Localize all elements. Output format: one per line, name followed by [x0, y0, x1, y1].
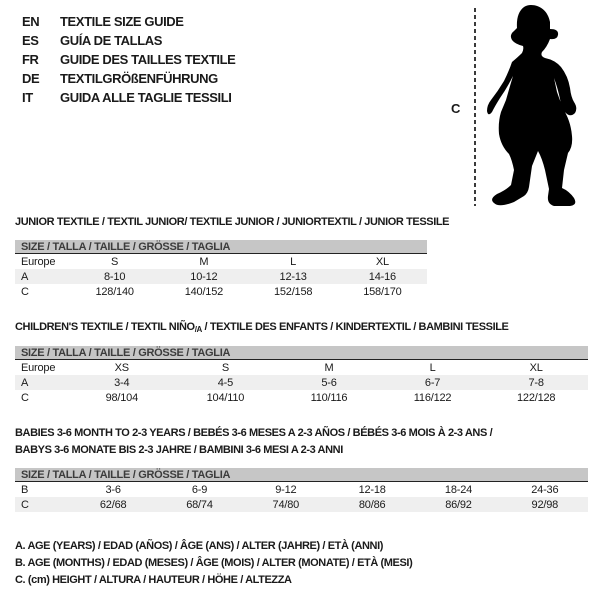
title-subscript: /A: [194, 325, 202, 334]
cell: 98/104: [105, 391, 139, 404]
cell: 62/68: [99, 498, 127, 511]
cell: XL: [375, 255, 389, 268]
cell: 104/110: [206, 391, 245, 404]
row-label: C: [21, 391, 29, 404]
cell: S: [221, 361, 229, 374]
cell: 152/158: [273, 285, 313, 298]
language-title: GUÍA DE TALLAS: [60, 33, 163, 48]
cell: 18-24: [444, 483, 473, 496]
table-row-months: [15, 482, 588, 497]
cell: M: [199, 255, 209, 268]
cell: 3-4: [114, 376, 130, 389]
size-header-bar: SIZE / TALLA / TAILLE / GRÖSSE / TAGLIA: [15, 240, 427, 254]
cell: XS: [114, 361, 129, 374]
junior-size-table: [15, 240, 427, 299]
title-line-2: BABYS 3-6 MONATE BIS 2-3 JAHRE / BAMBINI 3-6 MESI A 2-3 ANNI: [15, 444, 343, 456]
row-label: B: [21, 483, 29, 496]
cell: L: [290, 255, 297, 268]
row-label: Europe: [21, 255, 56, 268]
cell: 7-8: [528, 376, 544, 389]
cell: L: [429, 361, 436, 374]
title-text: CHILDREN'S TEXTILE / TEXTIL NIÑO: [15, 321, 195, 333]
legend-notes: [15, 538, 412, 589]
language-title: GUIDA ALLE TAGLIE TESSILI: [60, 90, 232, 105]
language-title: TEXTILGRÖßENFÜHRUNG: [60, 71, 218, 86]
size-header-bar: SIZE / TALLA / TAILLE / GRÖSSE / TAGLIA: [15, 346, 588, 360]
cell: 116/122: [413, 391, 452, 404]
cell: 9-12: [275, 483, 297, 496]
size-header-bar: SIZE / TALLA / TAILLE / GRÖSSE / TAGLIA: [15, 468, 588, 482]
cell: 6-9: [191, 483, 208, 496]
language-code: DE: [22, 71, 40, 86]
cell: M: [324, 361, 334, 374]
cell: 5-6: [321, 376, 337, 389]
cell: 158/170: [363, 285, 402, 298]
language-row: [22, 12, 235, 31]
table-row-age: [15, 269, 427, 284]
height-measure-label: C: [451, 101, 461, 116]
language-title: TEXTILE SIZE GUIDE: [60, 14, 184, 29]
cell: 8-10: [104, 270, 126, 283]
section-title-babies: [15, 425, 590, 459]
row-label: A: [21, 270, 29, 283]
cell: 14-16: [368, 270, 396, 283]
cell: 10-12: [190, 270, 218, 283]
note-height: C. (cm) HEIGHT / ALTURA / HAUTEUR / HÖHE / ALTEZZA: [15, 574, 292, 586]
table-row-height: [15, 390, 588, 405]
table-row-europe: [15, 254, 427, 269]
language-row: [22, 50, 235, 69]
cell: XL: [529, 361, 543, 374]
cell: 74/80: [272, 498, 300, 511]
cell: 24-36: [531, 483, 559, 496]
cell: 6-7: [424, 376, 441, 389]
title-text: / TEXTILE DES ENFANTS / KINDERTEXTIL / BAMBINI TESSILE: [201, 321, 509, 333]
cell: 92/98: [531, 498, 559, 511]
language-row: [22, 88, 235, 107]
cell: 122/128: [516, 391, 556, 404]
language-title: GUIDE DES TAILLES TEXTILE: [60, 52, 236, 67]
table-row-europe: [15, 360, 588, 375]
section-title-children: [15, 319, 590, 338]
row-label: A: [21, 376, 29, 389]
cell: 128/140: [95, 285, 134, 298]
table-row-height: [15, 284, 427, 299]
note-age-months: B. AGE (MONTHS) / EDAD (MESES) / ÂGE (MOIS) / ALTER (MONATE) / ETÀ (MESI): [15, 557, 413, 569]
language-title-list: [22, 12, 235, 107]
cell: 110/116: [310, 391, 348, 404]
cell: S: [111, 255, 119, 268]
language-code: IT: [22, 90, 33, 105]
note-age-years: A. AGE (YEARS) / EDAD (AÑOS) / ÂGE (ANS) / ALTER (JAHRE) / ETÀ (ANNI): [15, 540, 383, 552]
cell: 140/152: [184, 285, 224, 298]
cell: 3-6: [105, 483, 121, 496]
toddler-silhouette-figure: [450, 0, 595, 212]
language-row: [22, 31, 235, 50]
section-title-junior: JUNIOR TEXTILE / TEXTIL JUNIOR/ TEXTILE JUNIOR / JUNIORTEXTIL / JUNIOR TESSILE: [15, 216, 450, 228]
babies-size-table: [15, 468, 588, 512]
cell: 4-5: [217, 376, 234, 389]
language-row: [22, 69, 235, 88]
cell: 86/92: [445, 498, 472, 511]
row-label: C: [21, 498, 29, 511]
table-row-age: [15, 375, 588, 390]
row-label: C: [21, 285, 29, 298]
language-code: FR: [22, 52, 39, 67]
cell: 12-13: [279, 270, 307, 283]
language-code: ES: [22, 33, 39, 48]
cell: 12-18: [358, 483, 386, 496]
cell: 68/74: [186, 498, 213, 511]
toddler-silhouette-icon: [487, 5, 576, 206]
row-label: Europe: [21, 361, 56, 374]
title-line-1: BABIES 3-6 MONTH TO 2-3 YEARS / BEBÉS 3-6 MESES A 2-3 AÑOS / BÉBÉS 3-6 MOIS À 2-3 ANS /: [15, 427, 493, 439]
language-code: EN: [22, 14, 40, 29]
children-size-table: [15, 346, 588, 405]
table-row-height: [15, 497, 588, 512]
cell: 80/86: [358, 498, 386, 511]
